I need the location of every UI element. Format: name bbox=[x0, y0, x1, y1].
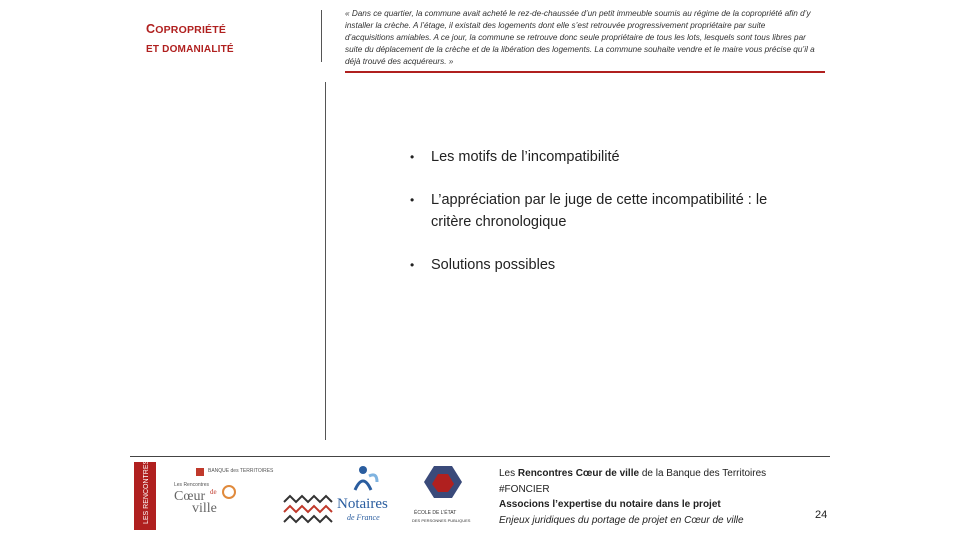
footer-suffix: de la Banque des Territoires bbox=[639, 468, 767, 479]
notaires-text: Notaires bbox=[337, 496, 388, 512]
bullet-text: Solutions possibles bbox=[431, 257, 556, 273]
footer-session-title: Associons l’expertise du notaire dans le projet bbox=[499, 499, 721, 510]
notaires-sub-text: de France bbox=[347, 513, 380, 522]
title-domanialite: ET DOMANIALITÉ bbox=[146, 44, 234, 55]
bullet-item bbox=[410, 254, 810, 276]
rencontres-small-text: Les Rencontres bbox=[174, 482, 210, 488]
logo-side-text: LES RENCONTRES bbox=[143, 462, 150, 524]
divider-vertical-main bbox=[325, 82, 326, 440]
title-initial: C bbox=[146, 22, 156, 36]
notaires-figure-icon bbox=[355, 466, 377, 490]
footer-event-info bbox=[499, 466, 799, 528]
slide-title bbox=[146, 22, 234, 55]
ecole-sub-text: DES PERSONNES PUBLIQUES bbox=[412, 518, 471, 523]
banque-square-icon bbox=[196, 468, 204, 476]
divider-vertical-top bbox=[321, 10, 322, 62]
bullet-dot-icon: • bbox=[410, 150, 415, 164]
bullet-text: Les motifs de l’incompatibilité bbox=[431, 149, 620, 165]
footer-session-subtitle: Enjeux juridiques du portage de projet en Cœur de ville bbox=[499, 514, 744, 526]
bullet-item bbox=[410, 146, 810, 168]
bullet-dot-icon: • bbox=[410, 258, 415, 272]
notaires-logo-graphic bbox=[333, 462, 403, 528]
coeur-swirl-icon bbox=[223, 486, 235, 498]
ecole-logo bbox=[410, 462, 478, 528]
de-text: de bbox=[210, 488, 217, 496]
title-rest: OPROPRIÉTÉ bbox=[155, 24, 227, 36]
bullet-text: L’appréciation par le juge de cette incompatibilité : le critère chronologique bbox=[431, 192, 768, 230]
footer-event-name: Rencontres Cœur de ville bbox=[517, 468, 640, 479]
notaires-de-france-logo bbox=[333, 462, 403, 528]
ecole-logo-graphic bbox=[410, 462, 478, 528]
bullet-item bbox=[410, 189, 810, 233]
page-number: 24 bbox=[815, 509, 828, 521]
title-copropriete bbox=[146, 22, 234, 36]
pattern-tiles-icon bbox=[284, 496, 332, 522]
quote-underline bbox=[345, 71, 825, 73]
footer-prefix: Les bbox=[499, 468, 518, 479]
footer-divider bbox=[130, 456, 830, 457]
footer-hashtag: #FONCIER bbox=[499, 483, 550, 495]
ville-text: ville bbox=[192, 501, 217, 516]
case-quote: « Dans ce quartier, la commune avait acheté le rez-de-chaussée d’un petit immeuble soumis au régime de la copropriété afin d’y installer la crèche. A l’étage, il existait des logements dont elle s’est retrouvée progressivement propriétaire par suite d’acquisitions amiables. A ce jour, la commune se retrouve donc seule propriétaire de tous les lots, lesquels sont tous libres par suite du déplacement de la crèche et de la libération des logements. La commune souhaite vendre et le maire vous précise qu’il a déjà trouvé des acquéreurs. » bbox=[345, 9, 815, 66]
banque-text: BANQUE des TERRITOIRES bbox=[208, 468, 274, 474]
ecole-text: ÉCOLE DE L’ÉTAT bbox=[414, 510, 457, 516]
bullet-dot-icon: • bbox=[410, 193, 415, 207]
coeur-text: Cœur bbox=[174, 489, 206, 504]
footer-line-1 bbox=[499, 466, 799, 482]
bullet-list bbox=[410, 146, 810, 297]
